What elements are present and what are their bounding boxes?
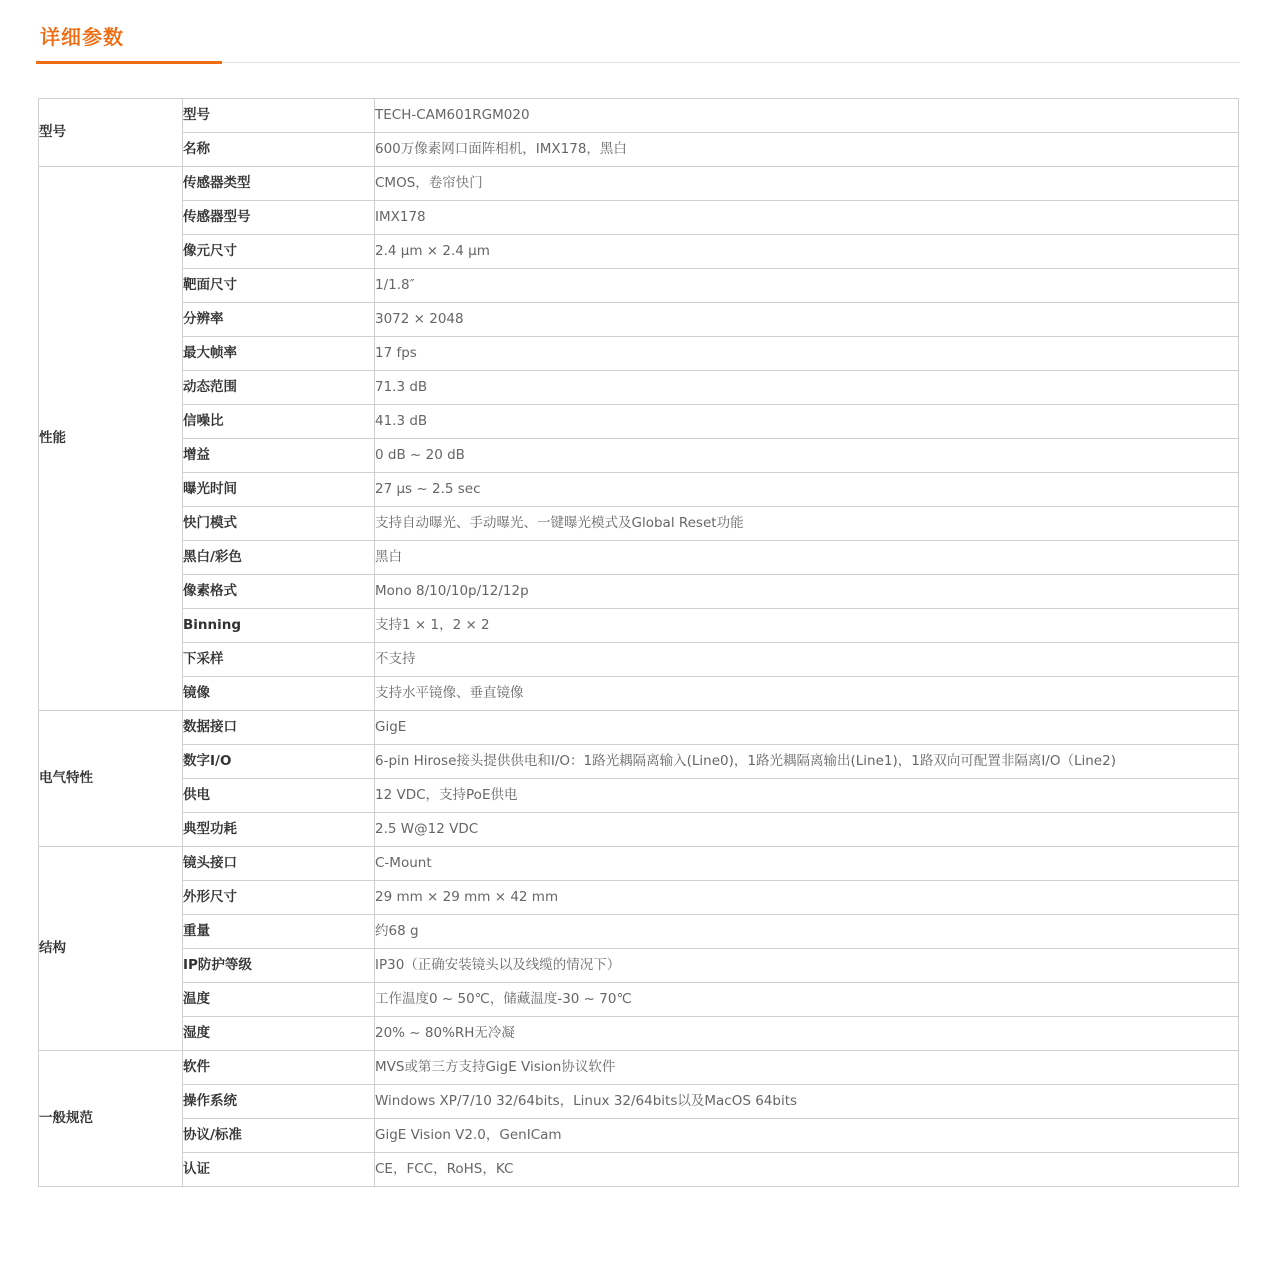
spec-value: CE，FCC，RoHS，KC <box>375 1153 1239 1187</box>
spec-row <box>39 711 1239 745</box>
spec-name: 下采样 <box>183 643 375 677</box>
spec-name: 曝光时间 <box>183 473 375 507</box>
spec-value: 27 µs ~ 2.5 sec <box>375 473 1239 507</box>
spec-value: 12 VDC，支持PoE供电 <box>375 779 1239 813</box>
spec-value: TECH-CAM601RGM020 <box>375 99 1239 133</box>
spec-row <box>39 167 1239 201</box>
spec-row <box>39 643 1239 677</box>
spec-row <box>39 303 1239 337</box>
spec-name: 典型功耗 <box>183 813 375 847</box>
spec-name: 镜像 <box>183 677 375 711</box>
spec-name: 数字I/O <box>183 745 375 779</box>
spec-value: 6-pin Hirose接头提供供电和I/O：1路光耦隔离输入(Line0)，1路光耦隔离输出(Line1)，1路双向可配置非隔离I/O（Line2) <box>375 745 1239 779</box>
spec-value: 600万像素网口面阵相机，IMX178，黑白 <box>375 133 1239 167</box>
spec-row <box>39 337 1239 371</box>
section-header <box>36 0 1240 63</box>
spec-value: 17 fps <box>375 337 1239 371</box>
spec-row <box>39 405 1239 439</box>
spec-group-label: 电气特性 <box>39 711 183 847</box>
spec-name: 认证 <box>183 1153 375 1187</box>
spec-group-label: 结构 <box>39 847 183 1051</box>
spec-row <box>39 473 1239 507</box>
spec-value: 2.5 W@12 VDC <box>375 813 1239 847</box>
spec-row <box>39 1153 1239 1187</box>
spec-name: 软件 <box>183 1051 375 1085</box>
spec-name: 传感器类型 <box>183 167 375 201</box>
spec-row <box>39 439 1239 473</box>
spec-value: 支持1 × 1，2 × 2 <box>375 609 1239 643</box>
spec-name: 供电 <box>183 779 375 813</box>
spec-name: 快门模式 <box>183 507 375 541</box>
spec-row <box>39 1119 1239 1153</box>
spec-value: 1/1.8″ <box>375 269 1239 303</box>
spec-name: 传感器型号 <box>183 201 375 235</box>
spec-name: 型号 <box>183 99 375 133</box>
spec-value: 29 mm × 29 mm × 42 mm <box>375 881 1239 915</box>
spec-value: 支持水平镜像、垂直镜像 <box>375 677 1239 711</box>
title-underline <box>36 61 222 64</box>
spec-row <box>39 1051 1239 1085</box>
spec-name: IP防护等级 <box>183 949 375 983</box>
spec-value: GigE <box>375 711 1239 745</box>
spec-row <box>39 1085 1239 1119</box>
spec-value: 0 dB ~ 20 dB <box>375 439 1239 473</box>
spec-row <box>39 133 1239 167</box>
spec-row <box>39 983 1239 1017</box>
spec-name: 协议/标准 <box>183 1119 375 1153</box>
spec-value: MVS或第三方支持GigE Vision协议软件 <box>375 1051 1239 1085</box>
spec-name: 温度 <box>183 983 375 1017</box>
spec-value: CMOS，卷帘快门 <box>375 167 1239 201</box>
spec-row <box>39 881 1239 915</box>
spec-name: 数据接口 <box>183 711 375 745</box>
spec-row <box>39 201 1239 235</box>
spec-name: 增益 <box>183 439 375 473</box>
spec-row <box>39 745 1239 779</box>
spec-value: Windows XP/7/10 32/64bits，Linux 32/64bits以及MacOS 64bits <box>375 1085 1239 1119</box>
spec-row <box>39 609 1239 643</box>
spec-row <box>39 269 1239 303</box>
spec-group-label: 型号 <box>39 99 183 167</box>
spec-row <box>39 1017 1239 1051</box>
spec-value: IP30（正确安装镜头以及线缆的情况下） <box>375 949 1239 983</box>
spec-name: 名称 <box>183 133 375 167</box>
section-title: 详细参数 <box>40 25 124 49</box>
spec-name: 湿度 <box>183 1017 375 1051</box>
spec-value: 20% ~ 80%RH无冷凝 <box>375 1017 1239 1051</box>
spec-row <box>39 371 1239 405</box>
spec-name: 像元尺寸 <box>183 235 375 269</box>
spec-row <box>39 99 1239 133</box>
spec-row <box>39 575 1239 609</box>
spec-row <box>39 235 1239 269</box>
spec-row <box>39 915 1239 949</box>
spec-value: 支持自动曝光、手动曝光、一键曝光模式及Global Reset功能 <box>375 507 1239 541</box>
spec-value: 3072 × 2048 <box>375 303 1239 337</box>
spec-row <box>39 507 1239 541</box>
spec-row <box>39 677 1239 711</box>
spec-value: 41.3 dB <box>375 405 1239 439</box>
spec-row <box>39 541 1239 575</box>
spec-name: 像素格式 <box>183 575 375 609</box>
spec-value: GigE Vision V2.0，GenICam <box>375 1119 1239 1153</box>
spec-row <box>39 847 1239 881</box>
spec-value: 约68 g <box>375 915 1239 949</box>
spec-name: 外形尺寸 <box>183 881 375 915</box>
spec-name: 信噪比 <box>183 405 375 439</box>
spec-value: Mono 8/10/10p/12/12p <box>375 575 1239 609</box>
spec-name: Binning <box>183 609 375 643</box>
spec-name: 动态范围 <box>183 371 375 405</box>
spec-group-label: 一般规范 <box>39 1051 183 1187</box>
spec-group-label: 性能 <box>39 167 183 711</box>
spec-row <box>39 779 1239 813</box>
spec-table-body <box>39 99 1239 1187</box>
spec-value: C-Mount <box>375 847 1239 881</box>
spec-row <box>39 949 1239 983</box>
spec-name: 黑白/彩色 <box>183 541 375 575</box>
spec-name: 最大帧率 <box>183 337 375 371</box>
spec-value: 不支持 <box>375 643 1239 677</box>
spec-value: 工作温度0 ~ 50℃，储藏温度-30 ~ 70℃ <box>375 983 1239 1017</box>
spec-row <box>39 813 1239 847</box>
spec-value: 黑白 <box>375 541 1239 575</box>
spec-value: IMX178 <box>375 201 1239 235</box>
spec-table <box>38 98 1239 1187</box>
spec-name: 分辨率 <box>183 303 375 337</box>
spec-name: 镜头接口 <box>183 847 375 881</box>
spec-name: 操作系统 <box>183 1085 375 1119</box>
spec-value: 2.4 µm × 2.4 µm <box>375 235 1239 269</box>
spec-value: 71.3 dB <box>375 371 1239 405</box>
spec-name: 重量 <box>183 915 375 949</box>
spec-name: 靶面尺寸 <box>183 269 375 303</box>
